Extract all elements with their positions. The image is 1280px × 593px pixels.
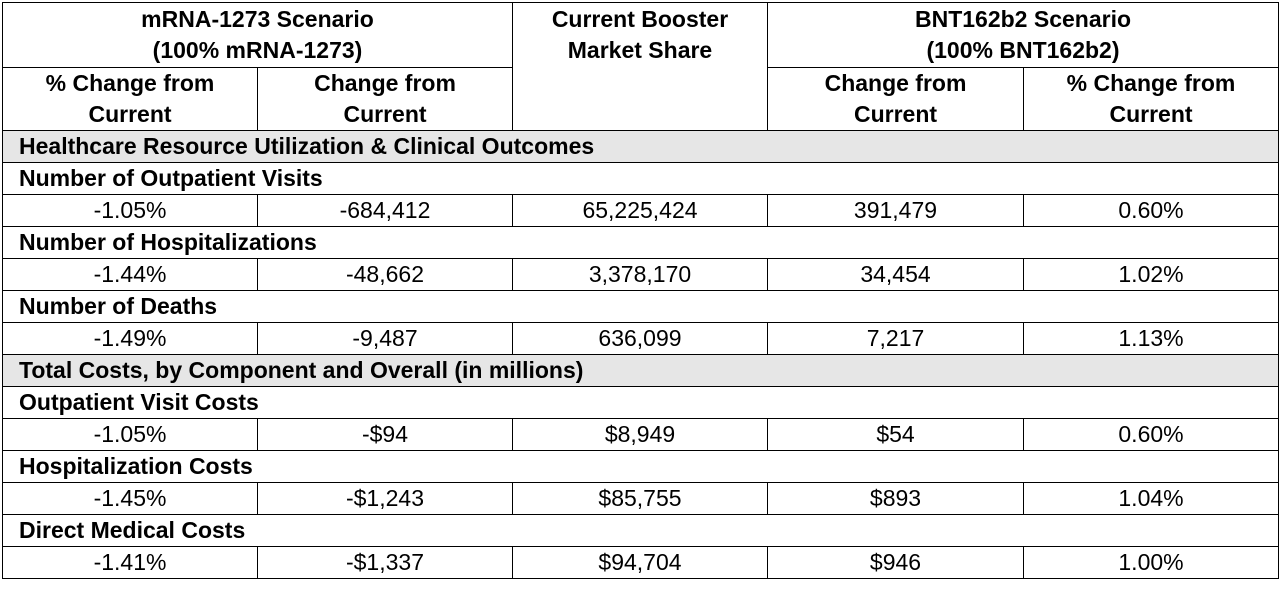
- value-cell: 1.02%: [1024, 259, 1279, 291]
- metric-label-outpatient-costs: Outpatient Visit Costs: [3, 387, 1279, 419]
- section-header-costs: Total Costs, by Component and Overall (in millions): [3, 355, 1279, 387]
- table-row: [3, 195, 1279, 227]
- metric-label-hospitalization-costs: Hospitalization Costs: [3, 451, 1279, 483]
- value-cell: -$1,337: [258, 547, 513, 579]
- metric-label-outpatient-visits: Number of Outpatient Visits: [3, 163, 1279, 195]
- current-share-line2: Market Share: [567, 37, 713, 64]
- pfizer-change-line2: Current: [853, 101, 938, 127]
- pfizer-scenario-title: BNT162b2 Scenario: [914, 6, 1132, 32]
- value-cell: $54: [768, 419, 1024, 451]
- value-cell: $94,704: [513, 547, 768, 579]
- table-row: [3, 259, 1279, 291]
- value-cell: -684,412: [258, 195, 513, 227]
- table-row: [3, 547, 1279, 579]
- value-cell: -48,662: [258, 259, 513, 291]
- pfizer-pct-change-header: [1024, 68, 1279, 131]
- moderna-pct-change-header: [3, 68, 258, 131]
- pfizer-scenario-header: [768, 3, 1279, 68]
- moderna-pct-change-line2: Current: [88, 101, 172, 127]
- value-cell: $85,755: [513, 483, 768, 515]
- moderna-scenario-subtitle: (100% mRNA-1273): [152, 37, 363, 63]
- metric-label-direct-medical-costs: Direct Medical Costs: [3, 515, 1279, 547]
- value-cell: -1.49%: [3, 323, 258, 355]
- table-row: [3, 323, 1279, 355]
- value-cell: $8,949: [513, 419, 768, 451]
- pfizer-scenario-subtitle: (100% BNT162b2): [926, 37, 1120, 63]
- value-cell: 34,454: [768, 259, 1024, 291]
- pfizer-change-line1: Change from: [824, 70, 967, 96]
- value-cell: $946: [768, 547, 1024, 579]
- value-cell: $893: [768, 483, 1024, 515]
- pfizer-pct-change-line1: % Change from: [1066, 70, 1236, 96]
- value-cell: -$94: [258, 419, 513, 451]
- metric-label-hospitalizations: Number of Hospitalizations: [3, 227, 1279, 259]
- value-cell: 1.04%: [1024, 483, 1279, 515]
- table-row: [3, 483, 1279, 515]
- moderna-scenario-title: mRNA-1273 Scenario: [141, 6, 374, 32]
- value-cell: 65,225,424: [513, 195, 768, 227]
- value-cell: -$1,243: [258, 483, 513, 515]
- current-share-header: [513, 3, 768, 68]
- pfizer-pct-change-line2: Current: [1109, 101, 1193, 127]
- scenario-results-table: [2, 2, 1279, 579]
- value-cell: 3,378,170: [513, 259, 768, 291]
- value-cell: -1.05%: [3, 419, 258, 451]
- value-cell: -1.44%: [3, 259, 258, 291]
- value-cell: -1.45%: [3, 483, 258, 515]
- current-share-header-spacer: [513, 68, 768, 131]
- value-cell: -1.05%: [3, 195, 258, 227]
- moderna-change-line1: Change from: [314, 70, 456, 96]
- moderna-change-line2: Current: [343, 101, 427, 127]
- value-cell: 0.60%: [1024, 419, 1279, 451]
- value-cell: 0.60%: [1024, 195, 1279, 227]
- moderna-scenario-header: [3, 3, 513, 68]
- current-share-line1: Current Booster: [551, 6, 729, 33]
- value-cell: 391,479: [768, 195, 1024, 227]
- value-cell: 636,099: [513, 323, 768, 355]
- value-cell: 1.00%: [1024, 547, 1279, 579]
- value-cell: -1.41%: [3, 547, 258, 579]
- table-row: [3, 419, 1279, 451]
- value-cell: 7,217: [768, 323, 1024, 355]
- pfizer-change-header: [768, 68, 1024, 131]
- moderna-change-header: [258, 68, 513, 131]
- moderna-pct-change-line1: % Change from: [45, 70, 215, 96]
- section-header-utilization: Healthcare Resource Utilization & Clinical Outcomes: [3, 131, 1279, 163]
- metric-label-deaths: Number of Deaths: [3, 291, 1279, 323]
- value-cell: 1.13%: [1024, 323, 1279, 355]
- value-cell: -9,487: [258, 323, 513, 355]
